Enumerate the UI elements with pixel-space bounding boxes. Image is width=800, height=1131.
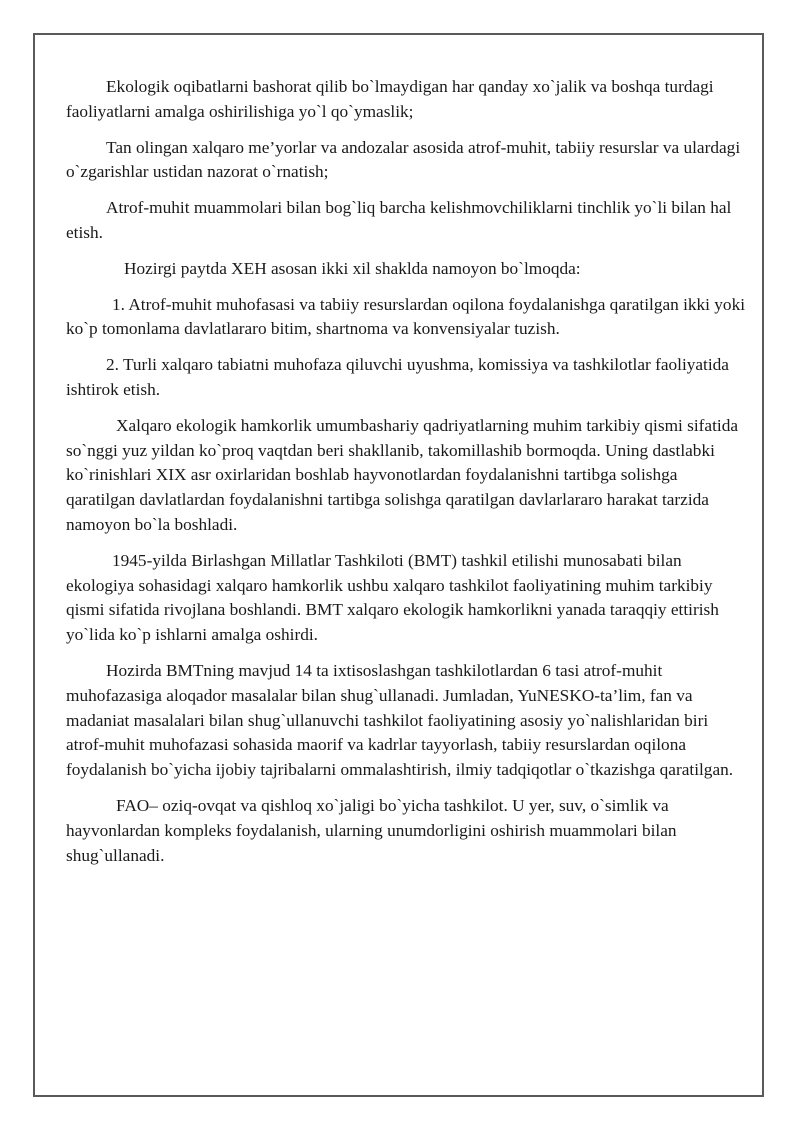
paragraph-2: Tan olingan xalqaro me’yorlar va andozalar asosida atrof-muhit, tabiiy resurslar va ulardagi o`zgarishlar ustidan nazorat o`rnatish;: [66, 137, 741, 182]
paragraph-4: Hozirgi paytda XEH asosan ikki xil shaklda namoyon bo`lmoqda:: [124, 258, 581, 278]
paragraph-8: 1945-yilda Birlashgan Millatlar Tashkiloti (BMT) tashkil etilishi munosabati bilan ekologiya sohasidagi xalqaro hamkorlik ushbu xalqaro tashkilot faoliyatining muhim tarkibiy qismi sifatida rivojlana boshlandi. BMT xalqaro ekologik hamkorlikni yanada taraqqiy ettirish yo`lida ko`p ishlarni amalga oshirdi.: [66, 550, 719, 645]
document-body: [66, 75, 746, 879]
list-item-1: 1. Atrof-muhit muhofasasi va tabiiy resurslardan oqilona foydalanishga qaratilgan ikki yoki ko`p tomonlama davlatlararo bitim, shartnoma va konvensiyalar tuzish.: [66, 294, 746, 339]
paragraph-1: Ekologik oqibatlarni bashorat qilib bo`lmaydigan har qanday xo`jalik va boshqa turdagi faoliyatlarni amalga oshirilishiga yo`l qo`ymaslik;: [66, 77, 714, 121]
list-item-2: 2. Turli xalqaro tabiatni muhofaza qiluvchi uyushma, komissiya va tashkilotlar faoliyatida ishtirok etish.: [66, 355, 729, 399]
paragraph-9: Hozirda BMTning mavjud 14 ta ixtisoslashgan tashkilotlardan 6 tasi atrof-muhit muhofazasiga aloqador masalalar bilan shug`ullanadi. Jumladan, YuNESKO-ta’lim, fan va madaniat masalalari bilan shug`ullanuvchi tashkilot faoliyatining asosiy yo`nalishlaridan biri atrof-muhit muhofazasi sohasida maorif va kadrlar tayyorlash, tabiiy resurslardan oqilona foydalanish bo`yicha ijobiy tajribalarni ommalashtirish, ilmiy tadqiqotlar o`tkazishga qaratilgan.: [66, 660, 734, 780]
paragraph-7: Xalqaro ekologik hamkorlik umumbashariy qadriyatlarning muhim tarkibiy qismi sifatida so`nggi yuz yildan ko`proq vaqtdan beri shakllanib, takomillashib bormoqda. Uning dastlabki ko`rinishlari XIX asr oxirlaridan boshlab hayvonotlardan foydalanishni tartibga solishga qaratilgan davlatlardan foydalanishni tartibga solishga qaratilgan davlarlararo harakat tarzida namoyon bo`la boshladi.: [66, 415, 738, 534]
paragraph-10: FAO– oziq-ovqat va qishloq xo`jaligi bo`yicha tashkilot. U yer, suv, o`simlik va hayvonlardan kompleks foydalanish, ularning unumdorligini oshirish muammolari bilan shug`ullanadi.: [66, 795, 677, 865]
paragraph-3: Atrof-muhit muammolari bilan bog`liq barcha kelishmovchiliklarni tinchlik yo`li bilan hal etish.: [66, 198, 732, 242]
